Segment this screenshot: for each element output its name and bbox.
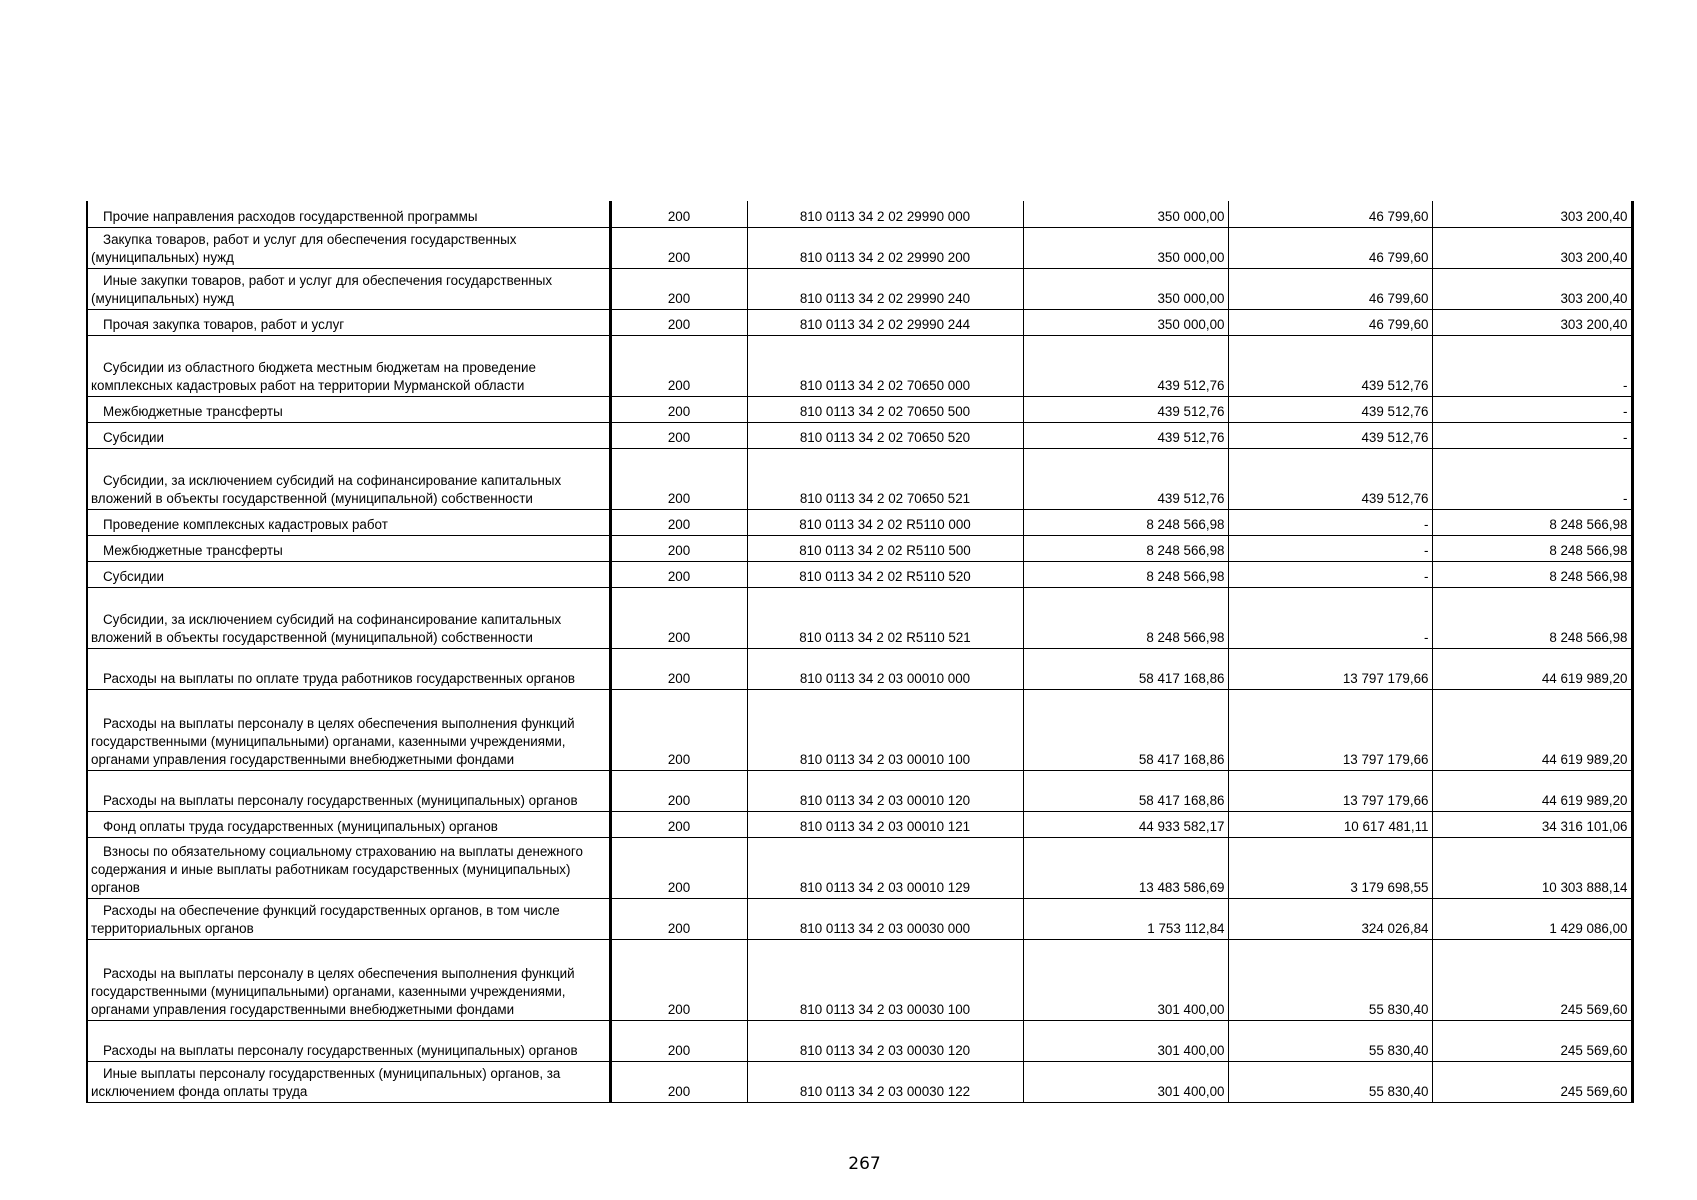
row-unexecuted: 303 200,40 [1432,309,1632,335]
row-code: 200 [610,509,747,535]
row-name-text: Проведение комплексных кадастровых работ [103,516,388,532]
row-executed: 55 830,40 [1228,1020,1432,1061]
row-name-text: Расходы на выплаты персоналу государственных (муниципальных) органов [103,1042,578,1058]
table-row [87,837,1632,898]
row-classification: 810 0113 34 2 02 29990 000 [747,201,1023,227]
row-name [87,689,610,770]
row-unexecuted: - [1432,396,1632,422]
row-code: 200 [610,1061,747,1102]
row-approved: 350 000,00 [1023,201,1228,227]
row-name-text: Расходы на обеспечение функций государственных органов, в том числе территориальных органов [91,902,560,936]
row-name [87,898,610,939]
row-classification: 810 0113 34 2 03 00010 100 [747,689,1023,770]
row-executed: 55 830,40 [1228,1061,1432,1102]
budget-execution-table [86,201,1634,1103]
table-row [87,561,1632,587]
row-code: 200 [610,309,747,335]
row-name-text: Субсидии, за исключением субсидий на софинансирование капитальных вложений в объекты государственной (муниципальной) собственности [91,611,562,645]
row-name [87,335,610,396]
table-row [87,509,1632,535]
row-name [87,561,610,587]
row-name [87,201,610,227]
row-classification: 810 0113 34 2 02 R5110 520 [747,561,1023,587]
table-row [87,227,1632,268]
row-code: 200 [610,268,747,309]
row-approved: 8 248 566,98 [1023,535,1228,561]
table-row [87,422,1632,448]
row-unexecuted: 245 569,60 [1432,1061,1632,1102]
row-name [87,227,610,268]
row-name [87,587,610,648]
row-name-text: Прочая закупка товаров, работ и услуг [103,316,345,332]
row-approved: 439 512,76 [1023,396,1228,422]
row-approved: 8 248 566,98 [1023,509,1228,535]
row-code: 200 [610,939,747,1020]
row-classification: 810 0113 34 2 02 29990 240 [747,268,1023,309]
row-name [87,837,610,898]
row-name [87,309,610,335]
row-executed: 55 830,40 [1228,939,1432,1020]
row-unexecuted: 245 569,60 [1432,1020,1632,1061]
row-approved: 58 417 168,86 [1023,770,1228,811]
row-classification: 810 0113 34 2 02 R5110 500 [747,535,1023,561]
table-row [87,396,1632,422]
table-row [87,648,1632,689]
row-executed: 439 512,76 [1228,448,1432,509]
row-code: 200 [610,811,747,837]
row-approved: 301 400,00 [1023,939,1228,1020]
row-unexecuted: 303 200,40 [1432,201,1632,227]
table-row [87,335,1632,396]
row-executed: 13 797 179,66 [1228,770,1432,811]
row-approved: 350 000,00 [1023,268,1228,309]
row-executed: 439 512,76 [1228,422,1432,448]
row-code: 200 [610,561,747,587]
row-approved: 44 933 582,17 [1023,811,1228,837]
row-classification: 810 0113 34 2 02 70650 500 [747,396,1023,422]
row-approved: 350 000,00 [1023,227,1228,268]
row-approved: 439 512,76 [1023,422,1228,448]
row-code: 200 [610,587,747,648]
row-name [87,448,610,509]
table-row [87,811,1632,837]
row-name-text: Субсидии [103,568,164,584]
row-code: 200 [610,535,747,561]
row-classification: 810 0113 34 2 03 00030 120 [747,1020,1023,1061]
row-code: 200 [610,1020,747,1061]
table-body [87,201,1632,1102]
row-executed: 439 512,76 [1228,396,1432,422]
row-name-text: Межбюджетные трансферты [103,403,283,419]
row-classification: 810 0113 34 2 03 00030 100 [747,939,1023,1020]
row-name-text: Субсидии [103,429,164,445]
row-classification: 810 0113 34 2 03 00010 121 [747,811,1023,837]
row-unexecuted: 245 569,60 [1432,939,1632,1020]
row-code: 200 [610,396,747,422]
row-approved: 301 400,00 [1023,1061,1228,1102]
row-code: 200 [610,898,747,939]
table-row [87,448,1632,509]
row-unexecuted: 8 248 566,98 [1432,509,1632,535]
row-name-text: Иные закупки товаров, работ и услуг для обеспечения государственных (муниципальных) нужд [91,272,553,306]
row-code: 200 [610,227,747,268]
row-unexecuted: - [1432,448,1632,509]
row-name [87,268,610,309]
row-name-text: Субсидии из областного бюджета местным бюджетам на проведение комплексных кадастровых работ на территории Мурманской области [91,359,536,393]
row-name [87,648,610,689]
row-code: 200 [610,201,747,227]
row-executed: 46 799,60 [1228,227,1432,268]
row-approved: 8 248 566,98 [1023,561,1228,587]
row-name [87,535,610,561]
row-name [87,1020,610,1061]
row-unexecuted: 44 619 989,20 [1432,648,1632,689]
row-classification: 810 0113 34 2 03 00030 122 [747,1061,1023,1102]
row-unexecuted: 8 248 566,98 [1432,587,1632,648]
row-unexecuted: 44 619 989,20 [1432,689,1632,770]
row-executed: 46 799,60 [1228,268,1432,309]
row-name [87,396,610,422]
row-name [87,770,610,811]
row-unexecuted: 303 200,40 [1432,268,1632,309]
row-approved: 439 512,76 [1023,448,1228,509]
row-executed: 13 797 179,66 [1228,689,1432,770]
row-code: 200 [610,689,747,770]
table-row [87,1020,1632,1061]
row-unexecuted: 1 429 086,00 [1432,898,1632,939]
page-number: 267 [848,1154,881,1174]
table-row [87,1061,1632,1102]
table-row [87,309,1632,335]
table-row [87,898,1632,939]
table-row [87,689,1632,770]
row-classification: 810 0113 34 2 03 00010 000 [747,648,1023,689]
row-name [87,422,610,448]
table-row [87,268,1632,309]
row-approved: 350 000,00 [1023,309,1228,335]
row-approved: 1 753 112,84 [1023,898,1228,939]
table-row [87,939,1632,1020]
row-code: 200 [610,448,747,509]
row-executed: 3 179 698,55 [1228,837,1432,898]
row-unexecuted: 8 248 566,98 [1432,535,1632,561]
row-name [87,939,610,1020]
row-name [87,811,610,837]
row-classification: 810 0113 34 2 02 70650 000 [747,335,1023,396]
row-executed: - [1228,509,1432,535]
row-name-text: Фонд оплаты труда государственных (муниципальных) органов [103,818,498,834]
row-name-text: Взносы по обязательному социальному страхованию на выплаты денежного содержания и иные выплаты работникам государственных (муниципальных) органов [91,843,583,895]
row-unexecuted: 303 200,40 [1432,227,1632,268]
row-name [87,1061,610,1102]
table-row [87,587,1632,648]
row-name-text: Иные выплаты персоналу государственных (муниципальных) органов, за исключением фонда оплаты труда [91,1065,561,1099]
row-classification: 810 0113 34 2 02 29990 200 [747,227,1023,268]
table-row [87,535,1632,561]
row-name-text: Расходы на выплаты персоналу в целях обеспечения выполнения функций государственными (муниципальными) органами, казенными учреждениями, органами управления государственными внебюджетными фондами [91,715,575,767]
row-executed: - [1228,561,1432,587]
row-approved: 58 417 168,86 [1023,648,1228,689]
row-unexecuted: - [1432,422,1632,448]
row-classification: 810 0113 34 2 03 00010 129 [747,837,1023,898]
row-code: 200 [610,335,747,396]
row-classification: 810 0113 34 2 03 00010 120 [747,770,1023,811]
row-classification: 810 0113 34 2 02 29990 244 [747,309,1023,335]
row-name-text: Расходы на выплаты по оплате труда работников государственных органов [103,670,576,686]
row-unexecuted: 10 303 888,14 [1432,837,1632,898]
row-approved: 8 248 566,98 [1023,587,1228,648]
row-name-text: Расходы на выплаты персоналу в целях обеспечения выполнения функций государственными (муниципальными) органами, казенными учреждениями, органами управления государственными внебюджетными фондами [91,965,575,1017]
row-classification: 810 0113 34 2 02 70650 520 [747,422,1023,448]
row-name-text: Прочие направления расходов государственной программы [103,208,478,224]
row-executed: 10 617 481,11 [1228,811,1432,837]
row-name-text: Субсидии, за исключением субсидий на софинансирование капитальных вложений в объекты государственной (муниципальной) собственности [91,472,562,506]
row-classification: 810 0113 34 2 02 R5110 521 [747,587,1023,648]
table-row [87,201,1632,227]
row-unexecuted: - [1432,335,1632,396]
row-executed: - [1228,587,1432,648]
row-approved: 301 400,00 [1023,1020,1228,1061]
row-executed: 46 799,60 [1228,309,1432,335]
row-name [87,509,610,535]
row-classification: 810 0113 34 2 02 R5110 000 [747,509,1023,535]
row-code: 200 [610,770,747,811]
row-unexecuted: 44 619 989,20 [1432,770,1632,811]
row-code: 200 [610,422,747,448]
row-name-text: Межбюджетные трансферты [103,542,283,558]
row-approved: 13 483 586,69 [1023,837,1228,898]
row-executed: 13 797 179,66 [1228,648,1432,689]
row-name-text: Закупка товаров, работ и услуг для обеспечения государственных (муниципальных) нужд [91,231,517,265]
row-executed: - [1228,535,1432,561]
row-unexecuted: 34 316 101,06 [1432,811,1632,837]
row-unexecuted: 8 248 566,98 [1432,561,1632,587]
row-classification: 810 0113 34 2 03 00030 000 [747,898,1023,939]
row-executed: 324 026,84 [1228,898,1432,939]
row-executed: 439 512,76 [1228,335,1432,396]
row-name-text: Расходы на выплаты персоналу государственных (муниципальных) органов [103,792,578,808]
table-row [87,770,1632,811]
row-code: 200 [610,648,747,689]
row-executed: 46 799,60 [1228,201,1432,227]
row-approved: 439 512,76 [1023,335,1228,396]
row-code: 200 [610,837,747,898]
row-classification: 810 0113 34 2 02 70650 521 [747,448,1023,509]
row-approved: 58 417 168,86 [1023,689,1228,770]
